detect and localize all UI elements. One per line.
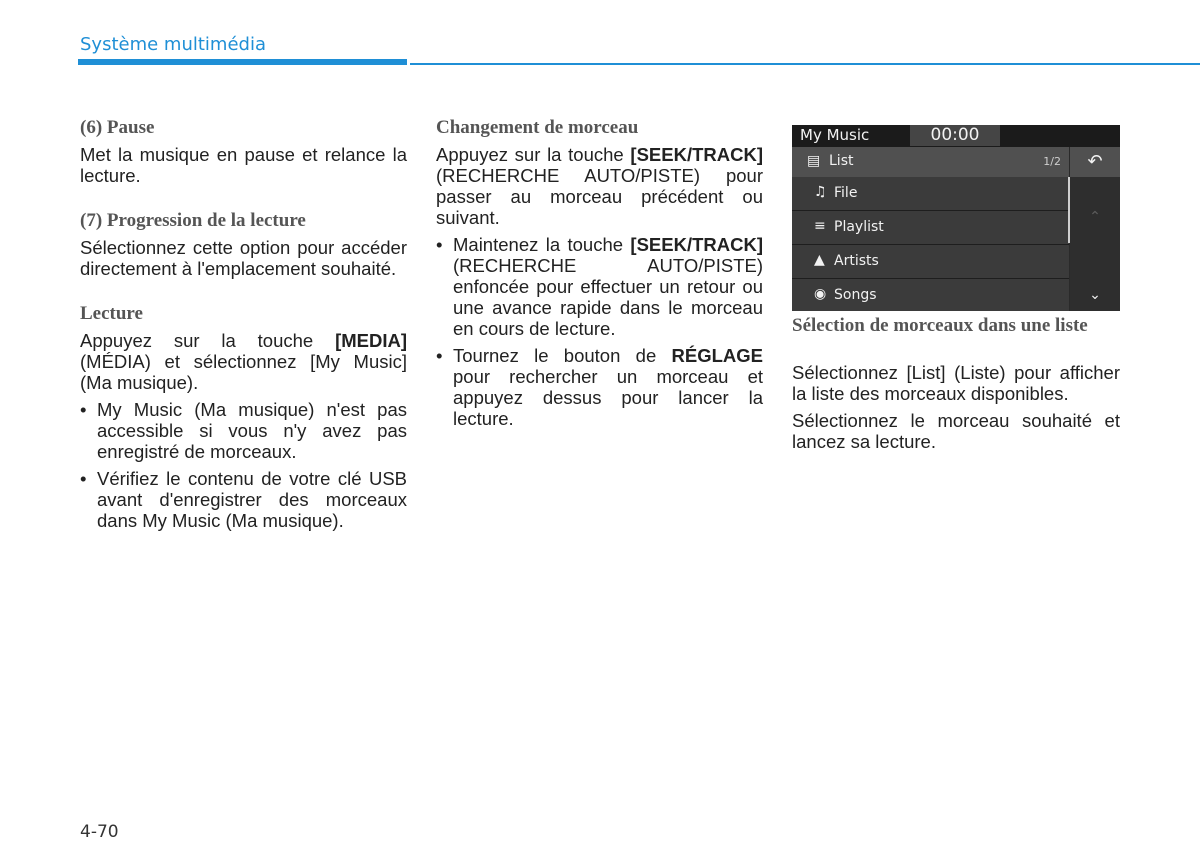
paragraph-track-change: Appuyez sur la touche [SEEK/TRACK] (RECHERCHE AUTO/PISTE) pour passer au morceau précédent ou suivant. <box>436 144 763 228</box>
list-label: List <box>829 153 854 169</box>
music-screen-illustration <box>792 125 1120 311</box>
heading-track-change: Changement de morceau <box>436 117 639 138</box>
menu-item-label: Artists <box>834 253 879 269</box>
list-item: • Tournez le bouton de RÉGLAGE pour rechercher un morceau et appuyez dessus pour lancer la lecture. <box>436 345 763 429</box>
header-rule-thin <box>410 63 1200 65</box>
screen-title: My Music <box>800 126 870 144</box>
paragraph-playback: Appuyez sur la touche [MEDIA] (MÉDIA) et sélectionnez [My Music] (Ma musique). <box>80 330 407 393</box>
list-item: • Vérifiez le contenu de votre clé USB avant d'enregistrer des morceaux dans My Music (Ma musique). <box>80 468 407 531</box>
list-button[interactable] <box>792 147 1069 178</box>
back-arrow-icon: ↶ <box>1087 151 1103 172</box>
figure-caption: Sélection de morceaux dans une liste <box>792 315 1088 336</box>
column-3 <box>792 362 1120 474</box>
column-2 <box>436 117 763 435</box>
paragraph-progress: Sélectionnez cette option pour accéder directement à l'emplacement souhaité. <box>80 237 407 279</box>
chevron-up-icon: ⌃ <box>1089 209 1101 225</box>
paragraph-pause: Met la musique en pause et relance la lecture. <box>80 144 407 186</box>
menu-item-playlist[interactable] <box>792 211 1069 245</box>
person-icon: ▲ <box>814 252 825 268</box>
media-key: [MEDIA] <box>335 330 407 351</box>
section-title: Système multimédia <box>80 34 266 55</box>
disc-icon: ◉ <box>814 286 827 302</box>
menu-item-label: Songs <box>834 287 877 303</box>
page-indicator: 1/2 <box>1043 155 1061 168</box>
page-number: 4-70 <box>80 822 119 842</box>
list-icon: ▤ <box>807 153 821 169</box>
paragraph-list-select: Sélectionnez [List] (Liste) pour afficher la liste des morceaux disponibles. <box>792 362 1120 404</box>
column-1 <box>80 117 407 537</box>
header-rule-thick <box>78 59 407 65</box>
list-item: • Maintenez la touche [SEEK/TRACK] (RECHERCHE AUTO/PISTE) enfoncée pour effectuer un retour ou une avance rapide dans le morceau en cours de lecture. <box>436 234 763 339</box>
play-time: 00:00 <box>910 125 1000 146</box>
music-note-icon: ♫ <box>814 184 827 200</box>
menu-item-artists[interactable] <box>792 245 1069 279</box>
track-notes-list <box>436 234 763 429</box>
paragraph-play-track: Sélectionnez le morceau souhaité et lancez sa lecture. <box>792 410 1120 452</box>
heading-playback: Lecture <box>80 303 143 324</box>
chevron-down-icon: ⌄ <box>1089 287 1101 303</box>
screen-side-panel <box>1070 147 1120 311</box>
menu-item-file[interactable] <box>792 177 1069 211</box>
notes-list <box>80 399 407 531</box>
heading-pause: (6) Pause <box>80 117 155 138</box>
menu-item-songs[interactable] <box>792 279 1069 311</box>
menu-item-label: Playlist <box>834 219 884 235</box>
scroll-down-button[interactable] <box>1070 287 1120 307</box>
list-item: • My Music (Ma musique) n'est pas accessible si vous n'y avez pas enregistré de morceaux. <box>80 399 407 462</box>
scroll-up-button[interactable] <box>1070 209 1120 229</box>
menu-item-label: File <box>834 185 858 201</box>
playlist-icon: ≡ <box>814 218 826 234</box>
heading-progress: (7) Progression de la lecture <box>80 210 306 231</box>
screen-title-bar <box>792 125 1120 147</box>
back-button[interactable] <box>1070 147 1120 177</box>
